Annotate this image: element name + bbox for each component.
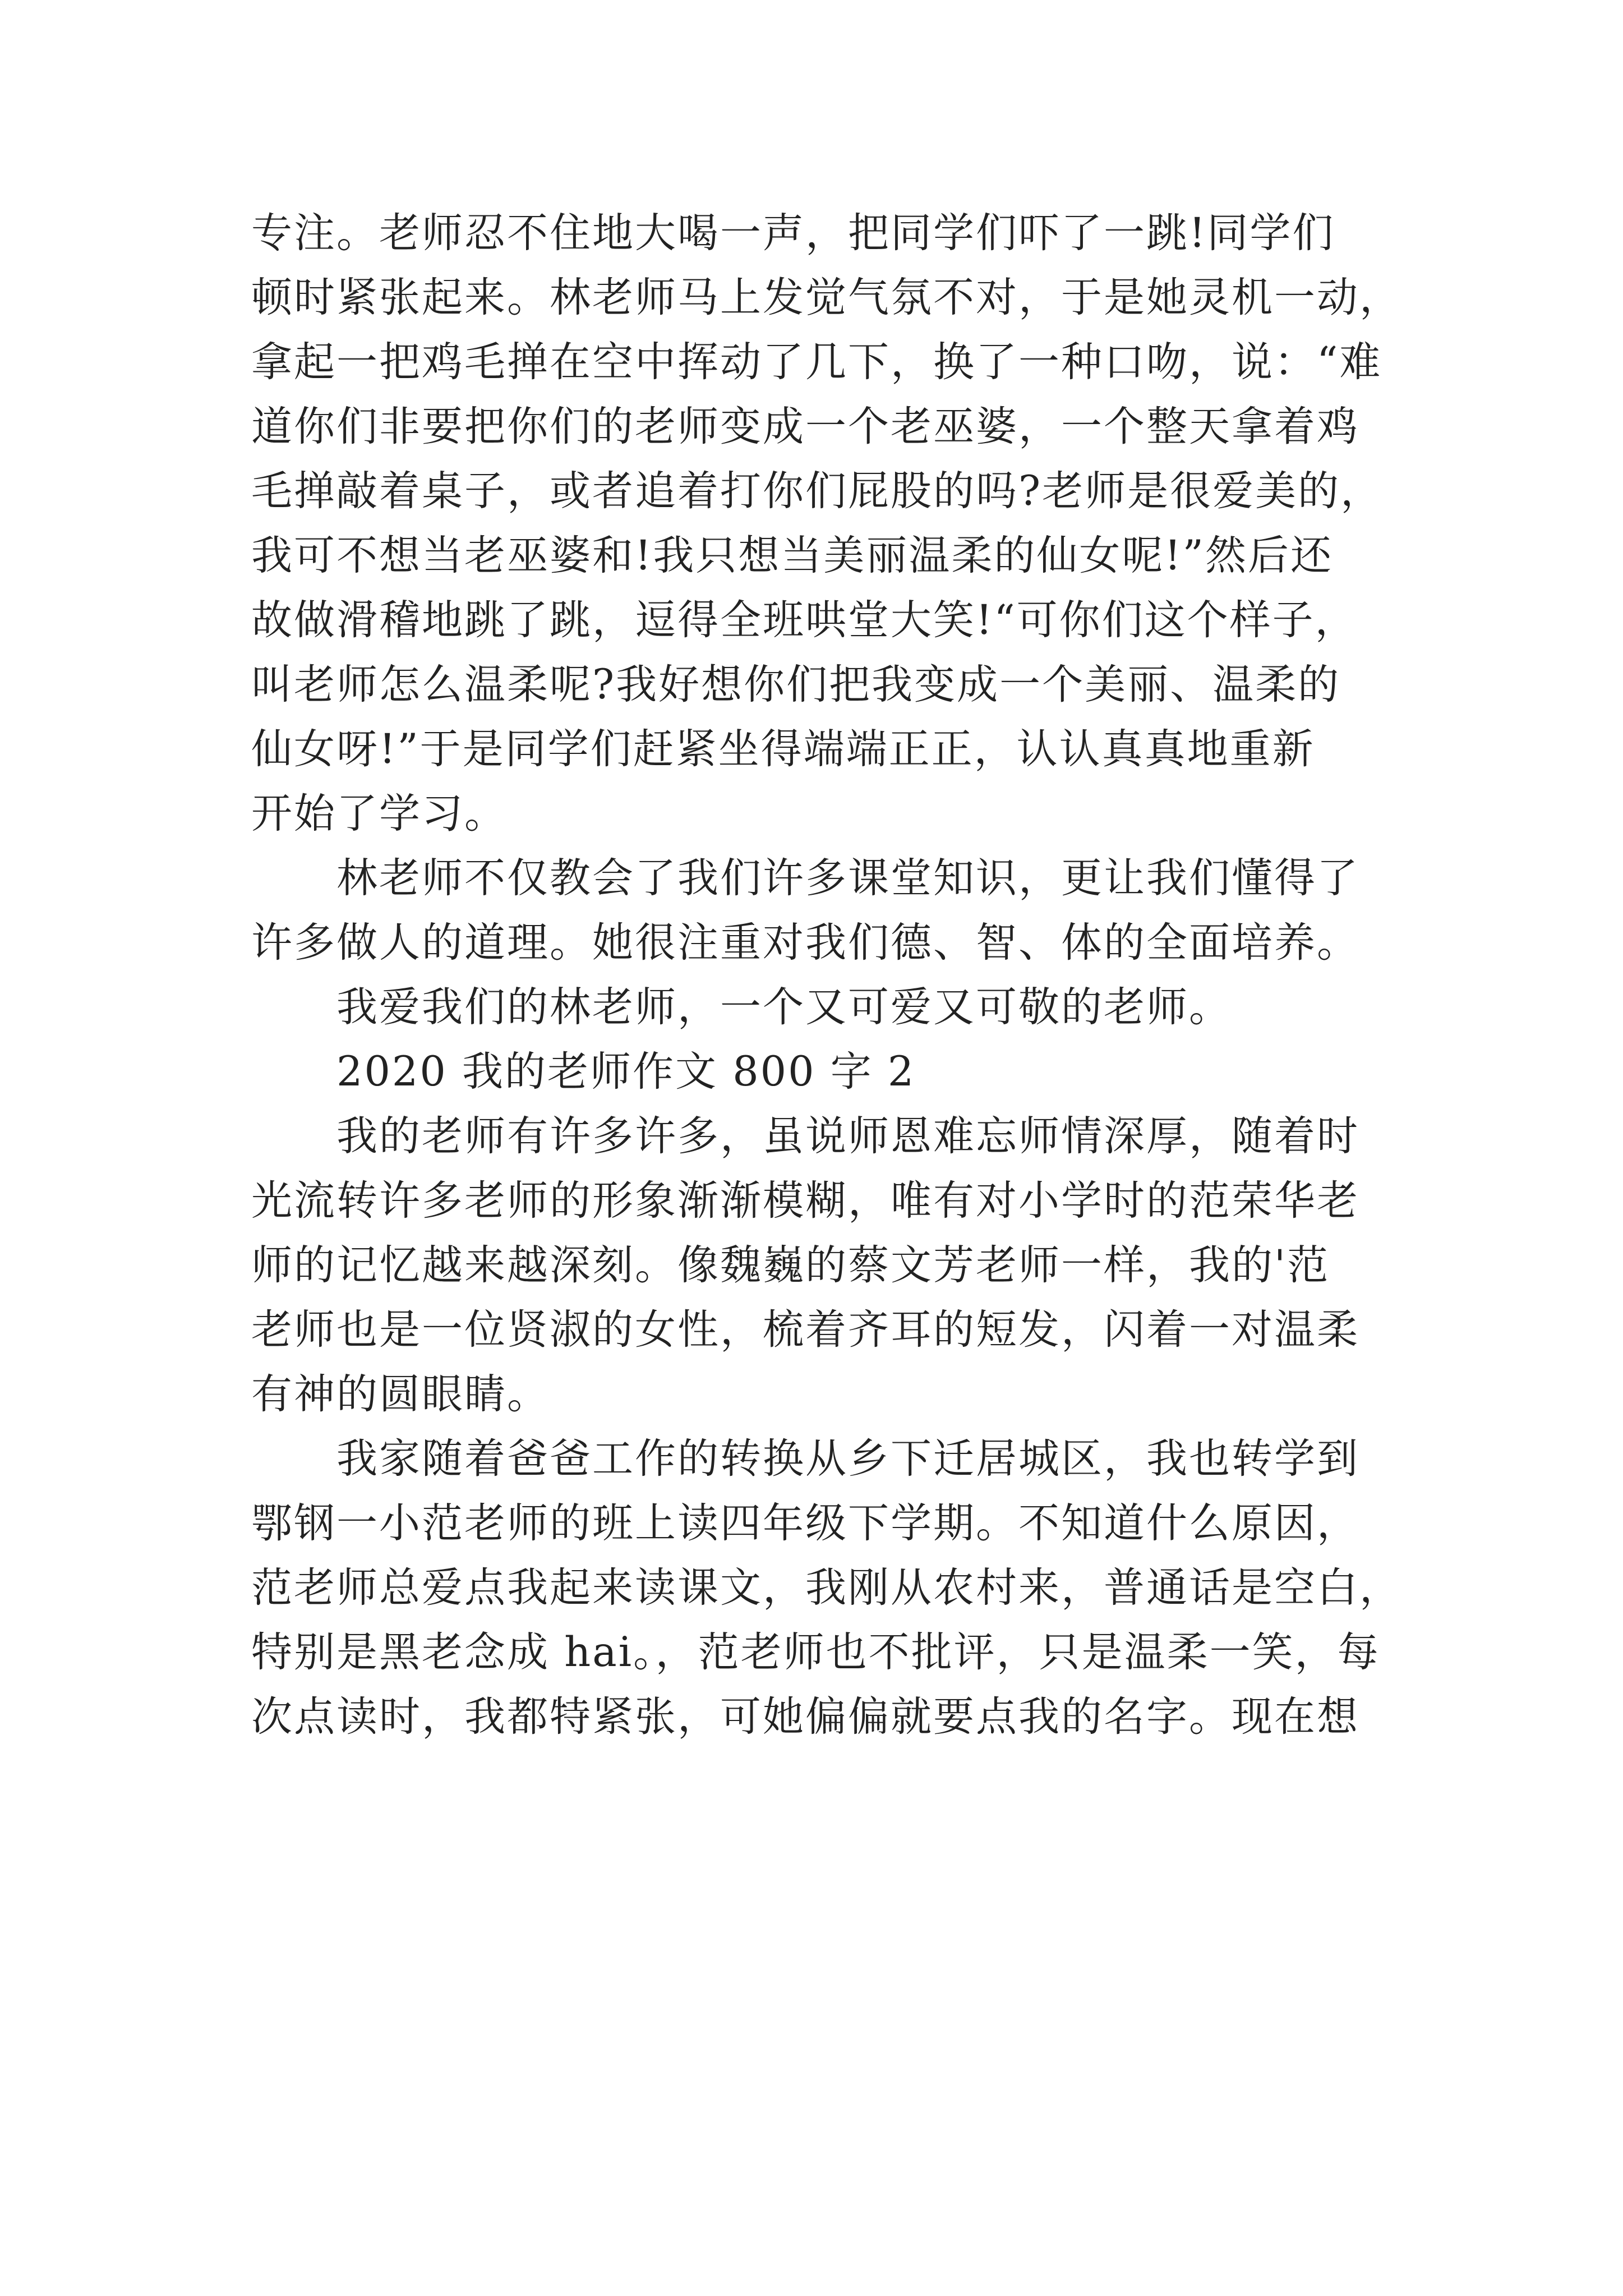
text-line: 顿时紧张起来。林老师马上发觉气氛不对，于是她灵机一动， — [251, 274, 1402, 321]
text-line: 特别是黑老念成 hai。，范老师也不批评，只是温柔一笑，每 — [251, 1628, 1380, 1676]
text-line: 道你们非要把你们的老师变成一个老巫婆，一个整天拿着鸡 — [251, 403, 1359, 450]
text-line: 有神的圆眼睛。 — [251, 1370, 550, 1418]
text-line: 我可不想当老巫婆和!我只想当美丽温柔的仙女呢!”然后还 — [251, 532, 1333, 579]
paragraph-start-line: 我爱我们的林老师，一个又可爱又可敬的老师。 — [336, 983, 1232, 1031]
paragraph-start-line: 我的老师有许多许多，虽说师恩难忘师情深厚，随着时 — [336, 1112, 1359, 1160]
essay-text — [251, 201, 1402, 1749]
section-heading: 2020 我的老师作文 800 字 2 — [336, 1048, 916, 1096]
text-line: 范老师总爱点我起来读课文，我刚从农村来，普通话是空白， — [251, 1564, 1402, 1612]
text-line: 仙女呀!”于是同学们赶紧坐得端端正正，认认真真地重新 — [251, 725, 1315, 773]
paragraph-start-line: 我家随着爸爸工作的转换从乡下迁居城区，我也转学到 — [336, 1435, 1359, 1483]
text-line: 鄂钢一小范老师的班上读四年级下学期。不知道什么原因， — [251, 1499, 1359, 1547]
text-line: 开始了学习。 — [251, 790, 507, 838]
text-line: 专注。老师忍不住地大喝一声，把同学们吓了一跳!同学们 — [251, 209, 1335, 257]
text-line: 拿起一把鸡毛掸在空中挥动了几下，换了一种口吻，说：“难 — [251, 338, 1382, 386]
text-line: 许多做人的道理。她很注重对我们德、智、体的全面培养。 — [251, 919, 1359, 967]
text-line: 老师也是一位贤淑的女性，梳着齐耳的短发，闪着一对温柔 — [251, 1306, 1359, 1354]
text-line: 毛掸敲着桌子，或者追着打你们屁股的吗?老师是很爱美的， — [251, 467, 1384, 515]
text-line: 光流转许多老师的形象渐渐模糊，唯有对小学时的范荣华老 — [251, 1177, 1359, 1225]
text-line: 次点读时，我都特紧张，可她偏偏就要点我的名字。现在想 — [251, 1693, 1359, 1741]
text-line: 叫老师怎么温柔呢?我好想你们把我变成一个美丽、温柔的 — [251, 661, 1341, 708]
text-line: 师的记忆越来越深刻。像魏巍的蔡文芳老师一样，我的'范 — [251, 1241, 1330, 1289]
text-line: 故做滑稽地跳了跳，逗得全班哄堂大笑!“可你们这个样子， — [251, 596, 1358, 644]
paragraph-start-line: 林老师不仅教会了我们许多课堂知识，更让我们懂得了 — [336, 854, 1359, 902]
